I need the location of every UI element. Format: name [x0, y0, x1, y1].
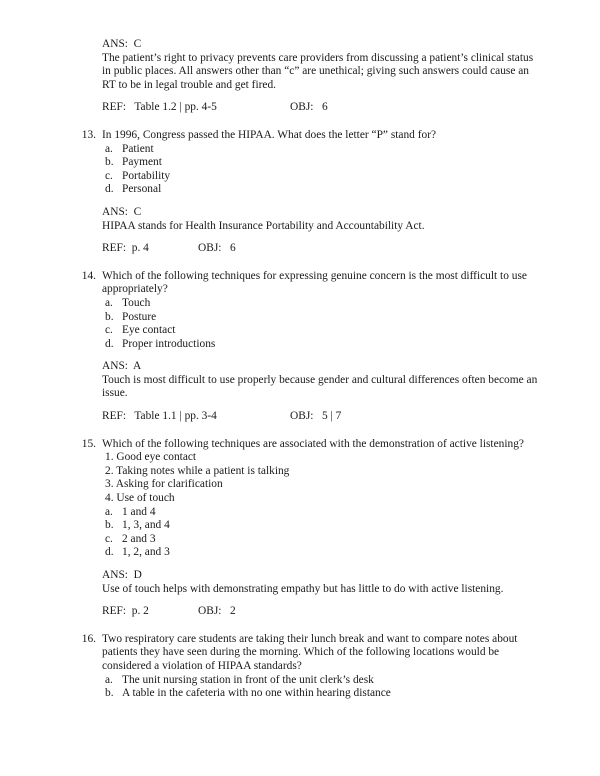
reference-row: [78, 242, 540, 256]
option-text: Personal: [122, 183, 162, 196]
option-row[interactable]: [105, 674, 540, 688]
answer-block: [78, 38, 540, 92]
option-row[interactable]: [105, 297, 540, 311]
option-text: A table in the cafeteria with no one within hearing distance: [122, 687, 391, 700]
option-letter: a.: [105, 142, 113, 155]
answer-label: ANS: C: [102, 205, 142, 218]
obj-label: OBJ: 2: [198, 605, 236, 618]
option-list: [78, 506, 540, 560]
option-text: Posture: [122, 310, 157, 323]
option-letter: a.: [105, 673, 113, 686]
option-row[interactable]: [105, 311, 540, 325]
option-row[interactable]: [105, 324, 540, 338]
option-row[interactable]: [105, 338, 540, 352]
question-stem-row: [78, 438, 540, 452]
option-row[interactable]: [105, 506, 540, 520]
option-letter: c.: [105, 532, 113, 545]
page-content: [78, 38, 540, 701]
answer-explanation: Touch is most difficult to use properly because gender and cultural differences often become an issue.: [102, 373, 538, 400]
option-text: Proper introductions: [122, 337, 216, 350]
option-letter: d.: [105, 546, 114, 559]
option-row[interactable]: [105, 170, 540, 184]
answer-label: ANS: C: [102, 38, 142, 50]
option-letter: a.: [105, 296, 113, 309]
option-letter: a.: [105, 505, 113, 518]
question-stem: Which of the following techniques for expressing genuine concern is the most difficult to use appropriately?: [102, 269, 527, 296]
option-text: Touch: [122, 296, 151, 309]
option-row[interactable]: [105, 156, 540, 170]
answer-block: [78, 206, 540, 233]
option-list: [78, 674, 540, 701]
option-text: Patient: [122, 142, 154, 155]
numbered-item: 4. Use of touch: [105, 492, 175, 505]
option-row[interactable]: [105, 143, 540, 157]
option-letter: c.: [105, 324, 113, 337]
option-row[interactable]: [105, 546, 540, 560]
numbered-item: 3. Asking for clarification: [105, 478, 223, 491]
option-letter: b.: [105, 156, 114, 169]
question-number: 14.: [81, 269, 96, 282]
answer-label: ANS: A: [102, 360, 142, 373]
answer-explanation: HIPAA stands for Health Insurance Portability and Accountability Act.: [102, 219, 425, 232]
obj-label: OBJ: 6: [198, 242, 236, 255]
option-text: Portability: [122, 169, 171, 182]
ref-label: REF: Table 1.2 | pp. 4-5: [102, 101, 217, 114]
question-number: 16.: [81, 632, 96, 645]
reference-row: [78, 605, 540, 619]
option-letter: d.: [105, 337, 114, 350]
option-text: 1, 2, and 3: [122, 546, 170, 559]
obj-label: OBJ: 6: [290, 101, 328, 114]
ref-label: REF: p. 2: [102, 605, 149, 618]
option-letter: b.: [105, 519, 114, 532]
option-list: [78, 143, 540, 197]
question-block-16: [78, 633, 540, 701]
numbered-item: 2. Taking notes while a patient is talking: [105, 464, 290, 477]
question-number: 13.: [81, 128, 96, 141]
option-text: The unit nursing station in front of the unit clerk’s desk: [122, 673, 374, 686]
option-text: 2 and 3: [122, 532, 156, 545]
question-number: 15.: [81, 437, 96, 450]
answer-label: ANS: D: [102, 569, 142, 581]
option-letter: b.: [105, 310, 114, 323]
option-text: Payment: [122, 156, 162, 169]
ref-label: REF: p. 4: [102, 242, 149, 255]
numbered-item-list: [78, 451, 540, 505]
option-letter: b.: [105, 687, 114, 700]
question-block-12-continuation: [78, 38, 540, 115]
question-stem: Which of the following techniques are associated with the demonstration of active listening?: [102, 437, 524, 450]
option-text: Eye contact: [122, 324, 176, 337]
reference-row: [78, 101, 540, 115]
question-stem-row: [78, 129, 540, 143]
answer-explanation: Use of touch helps with demonstrating empathy but has little to do with active listening.: [102, 582, 504, 595]
question-block-15: [78, 438, 540, 619]
option-text: 1, 3, and 4: [122, 519, 170, 532]
option-letter: c.: [105, 169, 113, 182]
question-stem: In 1996, Congress passed the HIPAA. What does the letter “P” stand for?: [102, 128, 437, 141]
question-stem-row: [78, 633, 540, 674]
option-letter: d.: [105, 183, 114, 196]
question-stem-row: [78, 270, 540, 297]
option-row[interactable]: [105, 687, 540, 701]
question-block-13: [78, 129, 540, 256]
numbered-item: 1. Good eye contact: [105, 451, 197, 464]
option-list: [78, 297, 540, 351]
option-text: 1 and 4: [122, 505, 156, 518]
option-row[interactable]: [105, 519, 540, 533]
answer-explanation: The patient’s right to privacy prevents care providers from discussing a patient’s clinical status in public places. All answers other than “c” are unethical; giving such answers could cause an RT to be in legal trouble and get fired.: [102, 51, 534, 91]
question-block-14: [78, 270, 540, 424]
obj-label: OBJ: 5 | 7: [290, 410, 342, 423]
ref-label: REF: Table 1.1 | pp. 3-4: [102, 410, 217, 423]
answer-block: [78, 569, 540, 596]
option-row[interactable]: [105, 533, 540, 547]
reference-row: [78, 410, 540, 424]
question-stem: Two respiratory care students are taking their lunch break and want to compare notes about patients they have seen during the morning. Which of the following locations would be considered a violation of HIPAA standards?: [102, 632, 518, 672]
option-row[interactable]: [105, 183, 540, 197]
answer-block: [78, 360, 540, 401]
